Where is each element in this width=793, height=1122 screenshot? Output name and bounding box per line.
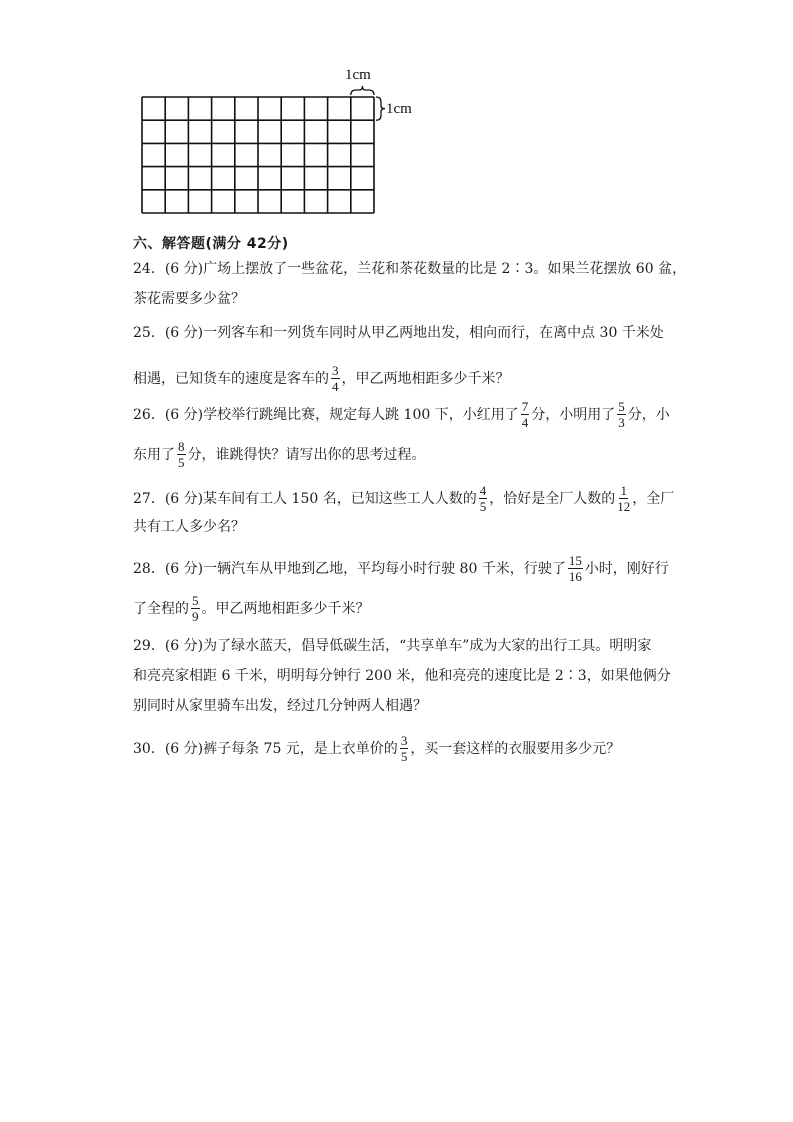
question-line	[133, 554, 669, 583]
fraction-numerator: 4	[479, 483, 487, 498]
question-text: 。甲乙两地相距多少千米？	[201, 600, 370, 617]
fraction-denominator: 4	[332, 379, 339, 394]
fraction-numerator: 3	[400, 733, 408, 748]
question-text: 分，小明用了	[531, 406, 616, 423]
top-brace	[351, 86, 374, 95]
fraction	[617, 484, 630, 513]
question-text: ，买一套这样的衣服要用多少元？	[410, 740, 621, 757]
question-text: 分，谁跳得快？请写出你的思考过程。	[187, 446, 426, 463]
square-grid	[140, 66, 440, 216]
question-text: 和亮亮家相距 6 千米，明明每分钟行 200 米，他和亮亮的速度比是 2∶3，如果他俩分	[133, 668, 671, 684]
question-text: 相遇，已知货车的速度是客车的	[133, 370, 329, 387]
fraction	[191, 594, 200, 623]
question-text: 了全程的	[133, 600, 189, 617]
fraction-numerator: 8	[178, 439, 185, 454]
fraction-denominator: 16	[568, 569, 582, 584]
fraction-denominator: 9	[192, 609, 199, 624]
question-text: 分，小	[627, 406, 670, 423]
fraction-denominator: 4	[521, 415, 529, 430]
question-text: 别同时从家里骑车出发，经过几分钟两人相遇？	[133, 698, 427, 714]
fraction-numerator: 7	[521, 399, 529, 414]
question-text: ，甲乙两地相距多少千米？	[341, 370, 510, 387]
question-line	[133, 734, 620, 763]
fraction-numerator: 5	[618, 399, 625, 414]
question-text: 茶花需要多少盆？	[133, 291, 245, 307]
fraction-numerator: 3	[332, 363, 339, 378]
question-line	[133, 440, 426, 469]
question-text: 小时，刚好行	[584, 560, 669, 577]
question-line	[133, 639, 651, 653]
grid-figure	[140, 66, 440, 216]
question-text: 东用了	[133, 446, 175, 463]
question-line	[133, 520, 245, 534]
fraction	[617, 400, 626, 429]
question-text: 25．(6 分)一列客车和一列货车同时从甲乙两地出发，相向而行，在离中点 30 千米处	[133, 325, 664, 341]
section-title: 六、解答题(满分 42分)	[133, 236, 289, 252]
question-line	[133, 484, 674, 513]
grid-side-dimension-label: 1cm	[386, 101, 412, 117]
question-text: ，全厂	[632, 490, 675, 507]
question-line	[133, 699, 427, 713]
fraction-denominator: 5	[400, 749, 408, 764]
fraction-denominator: 12	[617, 499, 631, 514]
question-text: 27．(6 分)某车间有工人 150 名，已知这些工人人数的	[133, 490, 477, 507]
fraction	[331, 364, 340, 393]
fraction-numerator: 5	[192, 593, 199, 608]
fraction	[177, 440, 186, 469]
question-text: ，恰好是全厂人数的	[489, 490, 616, 507]
question-text: 共有工人多少名？	[133, 519, 245, 535]
question-line	[133, 400, 670, 429]
question-line	[133, 292, 245, 306]
question-line	[133, 364, 510, 393]
question-line	[133, 262, 686, 276]
fraction	[568, 554, 583, 583]
fraction-denominator: 3	[618, 415, 625, 430]
fraction	[400, 734, 409, 763]
question-text: 24．(6 分)广场上摆放了一些盆花，兰花和茶花数量的比是 2∶3。如果兰花摆放 60 盆，	[133, 261, 687, 277]
question-line	[133, 669, 671, 683]
fraction-numerator: 15	[568, 553, 582, 568]
fraction-denominator: 5	[178, 455, 185, 470]
question-line	[133, 326, 664, 340]
fraction-denominator: 5	[479, 499, 487, 514]
question-text: 29．(6 分)为了绿水蓝天，倡导低碳生活，“共享单车”成为大家的出行工具。明明家	[133, 638, 652, 654]
fraction-numerator: 1	[620, 483, 627, 498]
fraction	[521, 400, 530, 429]
side-brace	[376, 97, 385, 120]
question-text: 30．(6 分)裤子每条 75 元，是上衣单价的	[133, 740, 398, 757]
question-line	[133, 594, 370, 623]
grid-top-dimension-label: 1cm	[345, 67, 371, 83]
question-text: 28．(6 分)一辆汽车从甲地到乙地，平均每小时行驶 80 千米，行驶了	[133, 560, 566, 577]
fraction	[479, 484, 488, 513]
question-text: 26．(6 分)学校举行跳绳比赛，规定每人跳 100 下，小红用了	[133, 406, 519, 423]
